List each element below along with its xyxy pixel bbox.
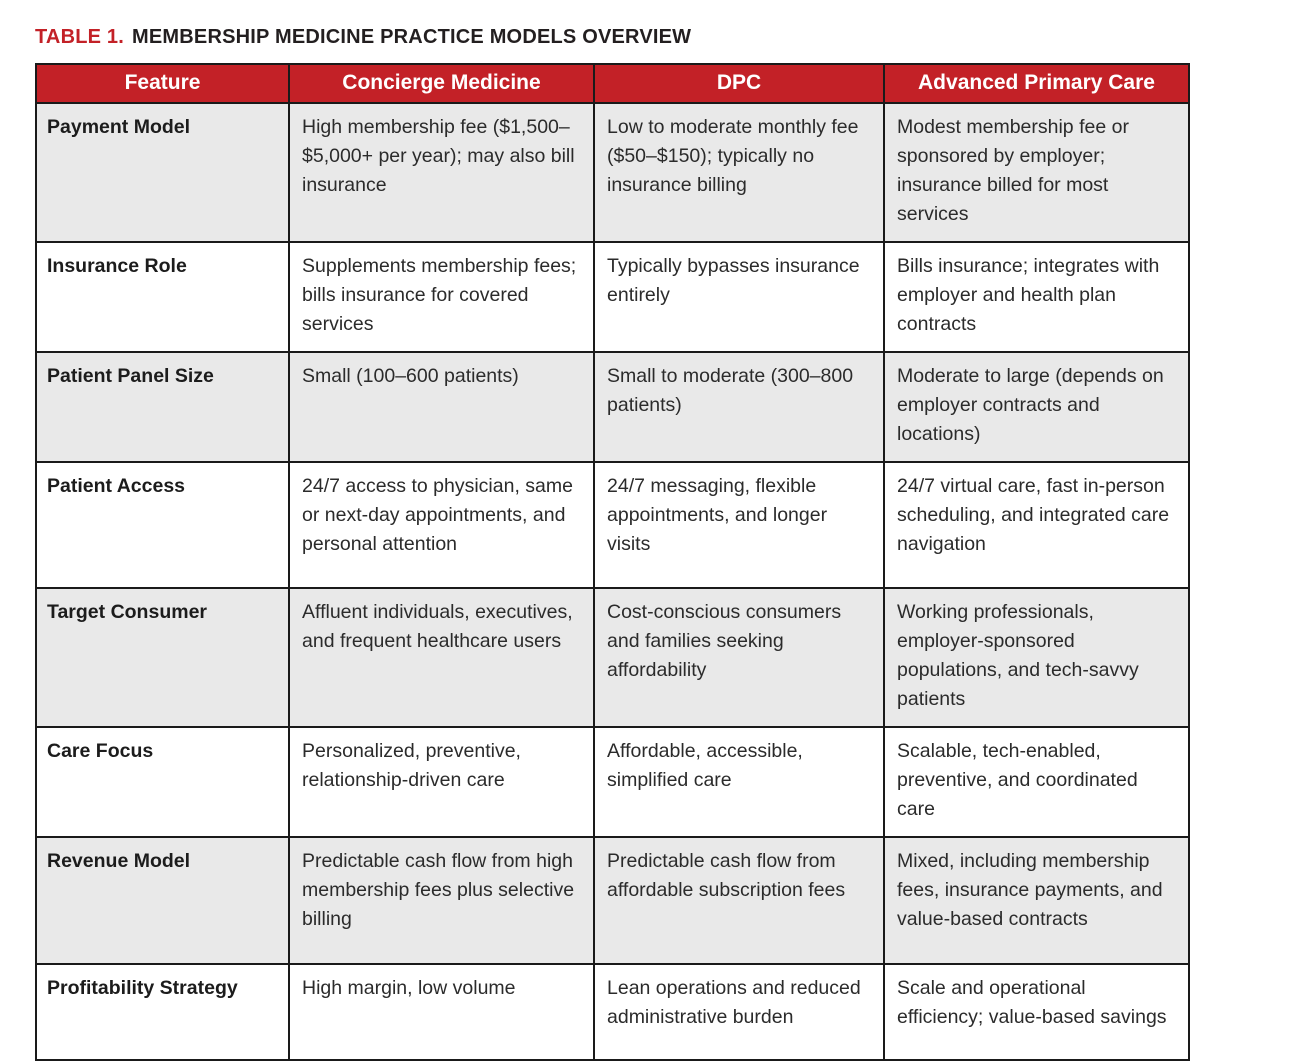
apc-cell: Scalable, tech-enabled, preventive, and coordinated care	[884, 727, 1189, 837]
feature-cell: Payment Model	[36, 103, 289, 242]
apc-cell: 24/7 virtual care, fast in-person scheduling, and integrated care navigation	[884, 462, 1189, 588]
dpc-cell: Cost-conscious consumers and families seeking affordability	[594, 588, 884, 727]
table-number-label: TABLE 1.	[35, 26, 125, 48]
table-row-revenue-model	[36, 837, 1189, 964]
concierge-cell: Supplements membership fees; bills insurance for covered services	[289, 242, 594, 352]
dpc-cell: Typically bypasses insurance entirely	[594, 242, 884, 352]
feature-cell: Profitability Strategy	[36, 964, 289, 1060]
dpc-cell: Lean operations and reduced administrative burden	[594, 964, 884, 1060]
concierge-cell: Small (100–600 patients)	[289, 352, 594, 462]
concierge-cell: Affluent individuals, executives, and frequent healthcare users	[289, 588, 594, 727]
concierge-cell: High margin, low volume	[289, 964, 594, 1060]
concierge-cell: Predictable cash flow from high membership fees plus selective billing	[289, 837, 594, 964]
concierge-cell: 24/7 access to physician, same or next-day appointments, and personal attention	[289, 462, 594, 588]
table-row-patient-access	[36, 462, 1189, 588]
column-header-concierge-medicine: Concierge Medicine	[289, 64, 594, 103]
apc-cell: Modest membership fee or sponsored by employer; insurance billed for most services	[884, 103, 1189, 242]
dpc-cell: Predictable cash flow from affordable subscription fees	[594, 837, 884, 964]
feature-cell: Insurance Role	[36, 242, 289, 352]
apc-cell: Scale and operational efficiency; value-based savings	[884, 964, 1189, 1060]
dpc-cell: Low to moderate monthly fee ($50–$150); typically no insurance billing	[594, 103, 884, 242]
table-title-text: MEMBERSHIP MEDICINE PRACTICE MODELS OVERVIEW	[132, 26, 692, 48]
feature-cell: Target Consumer	[36, 588, 289, 727]
table-row-care-focus	[36, 727, 1189, 837]
table-row-profitability-strategy	[36, 964, 1189, 1060]
apc-cell: Moderate to large (depends on employer contracts and locations)	[884, 352, 1189, 462]
column-header-advanced-primary-care: Advanced Primary Care	[884, 64, 1189, 103]
table-title	[35, 26, 1300, 49]
table-row-target-consumer	[36, 588, 1189, 727]
concierge-cell: Personalized, preventive, relationship-driven care	[289, 727, 594, 837]
feature-cell: Patient Panel Size	[36, 352, 289, 462]
table-row-payment-model	[36, 103, 1189, 242]
apc-cell: Bills insurance; integrates with employer and health plan contracts	[884, 242, 1189, 352]
dpc-cell: 24/7 messaging, flexible appointments, and longer visits	[594, 462, 884, 588]
dpc-cell: Affordable, accessible, simplified care	[594, 727, 884, 837]
dpc-cell: Small to moderate (300–800 patients)	[594, 352, 884, 462]
feature-cell: Revenue Model	[36, 837, 289, 964]
column-header-feature: Feature	[36, 64, 289, 103]
feature-cell: Patient Access	[36, 462, 289, 588]
apc-cell: Mixed, including membership fees, insurance payments, and value-based contracts	[884, 837, 1189, 964]
column-header-dpc: DPC	[594, 64, 884, 103]
concierge-cell: High membership fee ($1,500–$5,000+ per year); may also bill insurance	[289, 103, 594, 242]
table-row-patient-panel-size	[36, 352, 1189, 462]
feature-cell: Care Focus	[36, 727, 289, 837]
table-row-insurance-role	[36, 242, 1189, 352]
apc-cell: Working professionals, employer-sponsored populations, and tech-savvy patients	[884, 588, 1189, 727]
membership-models-table	[35, 63, 1190, 1061]
header-row	[36, 64, 1189, 103]
